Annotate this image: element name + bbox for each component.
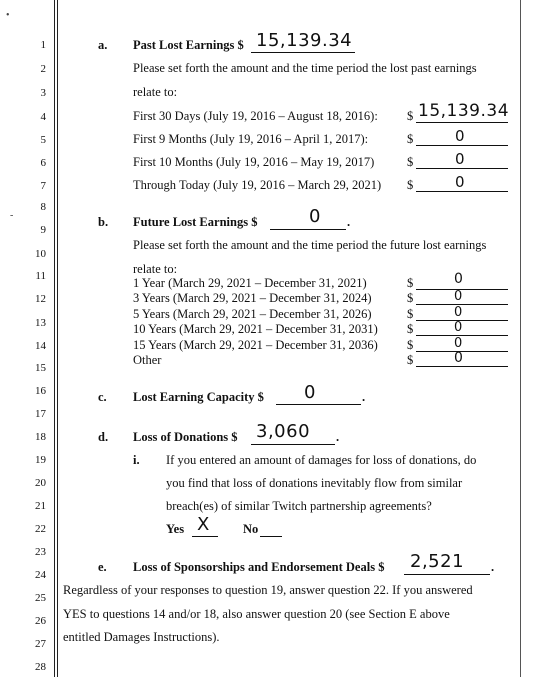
section-b-row-label: 5 Years (March 29, 2021 – December 31, 2026) — [133, 307, 372, 321]
dollar-sign: $ — [407, 276, 414, 290]
dollar-sign: $ — [407, 291, 414, 305]
section-d-question: you find that loss of donations inevitably flow from similar — [166, 476, 463, 490]
section-b-row-label: 3 Years (March 29, 2021 – December 31, 2024) — [133, 291, 372, 305]
section-e-note: YES to questions 14 and/or 18, also answer question 20 (see Section E above — [63, 607, 450, 621]
section-e-letter: e. — [98, 560, 107, 574]
dollar-sign: $ — [407, 307, 414, 321]
line-number: 28 — [35, 661, 46, 673]
line-number: 16 — [35, 385, 46, 397]
section-b-row-label: 15 Years (March 29, 2021 – December 31, 2036) — [133, 338, 378, 352]
section-c-letter: c. — [98, 390, 107, 404]
section-a-row-value: 15,139.34 — [418, 101, 510, 121]
line-number: 27 — [35, 638, 46, 650]
section-a-title: Past Lost Earnings $ — [133, 38, 244, 52]
amount-line — [416, 191, 508, 192]
amount-line — [416, 122, 508, 123]
section-e-title: Loss of Sponsorships and Endorsement Deals $ — [133, 560, 385, 574]
yes-answer-line — [192, 536, 218, 537]
line-number: 20 — [35, 477, 46, 489]
left-margin-rule — [54, 0, 55, 677]
line-number: 22 — [35, 523, 46, 535]
line-number: 18 — [35, 431, 46, 443]
section-e-amount-line — [404, 574, 490, 575]
section-b-row-value: 0 — [454, 336, 463, 351]
line-number: 4 — [40, 111, 46, 123]
section-d-title: Loss of Donations $ — [133, 430, 238, 444]
margin-dot: - — [10, 210, 14, 221]
section-a-row-value: 0 — [455, 127, 466, 145]
dollar-sign: $ — [407, 109, 414, 123]
dollar-sign: $ — [407, 353, 414, 367]
line-number: 1 — [40, 39, 46, 51]
line-number: 25 — [35, 592, 46, 604]
no-label: No — [243, 522, 259, 536]
section-b-row-value: 0 — [454, 305, 463, 320]
line-number: 15 — [35, 362, 46, 374]
section-a-instruction: relate to: — [133, 85, 178, 99]
section-a-amount-line — [251, 52, 355, 53]
section-d-sub-letter: i. — [133, 453, 140, 467]
line-number: 13 — [35, 317, 46, 329]
line-number: 24 — [35, 569, 46, 581]
line-number: 21 — [35, 500, 46, 512]
yes-check-mark: X — [197, 514, 210, 535]
line-number: 5 — [40, 134, 46, 146]
section-b-row-value: 0 — [454, 271, 464, 287]
section-b-row-label: 10 Years (March 29, 2021 – December 31, 2031) — [133, 322, 378, 336]
amount-line — [416, 366, 508, 367]
line-number: 2 — [40, 63, 46, 75]
line-number: 19 — [35, 454, 46, 466]
section-a-row-value: 0 — [455, 150, 466, 168]
section-b-letter: b. — [98, 215, 109, 229]
section-b-title: Future Lost Earnings $ — [133, 215, 258, 229]
line-number: 11 — [35, 270, 46, 282]
section-b-row-value: 0 — [454, 350, 464, 366]
section-a-row-label: First 30 Days (July 19, 2016 – August 18, 2016): — [133, 109, 378, 123]
line-number: 26 — [35, 615, 46, 627]
line-number: 9 — [40, 224, 46, 236]
section-d-question: If you entered an amount of damages for loss of donations, do — [166, 453, 477, 467]
section-e-note: Regardless of your responses to question 19, answer question 22. If you answered — [63, 583, 473, 597]
section-e-note: entitled Damages Instructions). — [63, 630, 220, 644]
line-number: 17 — [35, 408, 46, 420]
dollar-sign: $ — [407, 155, 414, 169]
section-c-amount-line — [276, 404, 361, 405]
section-a-row-label: First 10 Months (July 19, 2016 – May 19, 2017) — [133, 155, 375, 169]
line-number: 10 — [35, 248, 46, 260]
no-answer-line — [260, 536, 282, 537]
line-number: 12 — [35, 293, 46, 305]
section-a-row-value: 0 — [455, 173, 466, 191]
yes-label: Yes — [166, 522, 185, 536]
section-d-letter: d. — [98, 430, 109, 444]
line-number: 3 — [40, 87, 46, 99]
section-b-row-label: 1 Year (March 29, 2021 – December 31, 2021) — [133, 276, 367, 290]
line-number: 6 — [40, 157, 46, 169]
section-b-instruction: Please set forth the amount and the time period the future lost earnings — [133, 238, 487, 252]
section-a-instruction: Please set forth the amount and the time period the lost past earnings — [133, 61, 477, 75]
left-margin-rule-inner — [57, 0, 58, 677]
margin-dot: • — [6, 10, 10, 21]
section-b-instruction: relate to: — [133, 262, 178, 276]
section-e-amount-handwritten: 2,521 — [410, 551, 465, 572]
section-c-title: Lost Earning Capacity $ — [133, 390, 264, 404]
section-a-row-label: First 9 Months (July 19, 2016 – April 1, 2017): — [133, 132, 369, 146]
line-number: 14 — [35, 340, 46, 352]
line-number: 23 — [35, 546, 46, 558]
line-number: 8 — [40, 201, 46, 213]
section-b-row-label: Other — [133, 353, 162, 367]
line-number: 7 — [40, 180, 46, 192]
dollar-sign: $ — [407, 178, 414, 192]
section-b-row-value: 0 — [454, 289, 463, 304]
section-c-amount-handwritten: 0 — [304, 382, 316, 403]
section-d-amount-line — [251, 444, 335, 445]
section-b-row-value: 0 — [454, 320, 463, 335]
section-a-amount-handwritten: 15,139.34 — [256, 30, 353, 51]
dollar-sign: $ — [407, 132, 414, 146]
amount-line — [416, 168, 508, 169]
right-margin-rule — [520, 0, 521, 677]
section-a-row-label: Through Today (July 19, 2016 – March 29, 2021) — [133, 178, 382, 192]
section-a-letter: a. — [98, 38, 108, 52]
section-d-amount-handwritten: 3,060 — [256, 421, 311, 442]
dollar-sign: $ — [407, 338, 414, 352]
section-b-amount-handwritten: 0 — [309, 206, 321, 227]
amount-line — [416, 145, 508, 146]
section-b-amount-line — [270, 229, 346, 230]
dollar-sign: $ — [407, 322, 414, 336]
section-d-question: breach(es) of similar Twitch partnership agreements? — [166, 499, 432, 513]
